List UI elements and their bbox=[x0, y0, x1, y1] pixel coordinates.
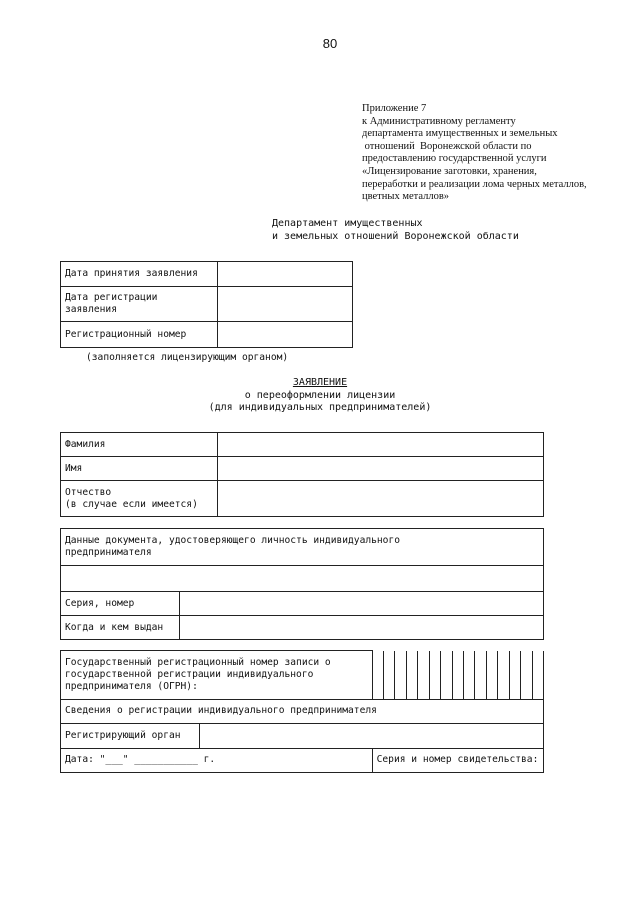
registration-number-field[interactable] bbox=[218, 322, 353, 348]
ogrn-label: Государственный регистрационный номер записи о государственной регистрации индивидуального предпринимателя (ОГРН): bbox=[61, 651, 373, 700]
registration-date-label: Дата регистрации заявления bbox=[61, 287, 218, 322]
registering-authority-label: Регистрирующий орган bbox=[61, 723, 200, 748]
appendix-line: отношений Воронежской области по bbox=[362, 140, 532, 152]
registry-note: (заполняется лицензирующим органом) bbox=[86, 352, 289, 363]
ogrn-digit-box[interactable] bbox=[394, 651, 405, 699]
surname-field[interactable] bbox=[218, 433, 544, 457]
appendix-line: цветных металлов» bbox=[362, 191, 450, 203]
department-line: Департамент имущественных bbox=[272, 218, 423, 229]
issued-by-label: Когда и кем выдан bbox=[61, 616, 180, 640]
appendix-line: переработки и реализации лома черных металлов, bbox=[362, 178, 587, 190]
appendix-line: «Лицензирование заготовки, хранения, bbox=[362, 165, 537, 177]
document-title bbox=[150, 377, 490, 415]
page-number: 80 bbox=[322, 36, 338, 51]
ogrn-digit-box[interactable] bbox=[486, 651, 497, 699]
ogrn-digit-box[interactable] bbox=[429, 651, 440, 699]
surname-label: Фамилия bbox=[61, 433, 218, 457]
title-subject: о переоформлении лицензии bbox=[244, 389, 396, 401]
series-number-label: Серия, номер bbox=[61, 592, 180, 616]
patronymic-label: Отчество (в случае если имеется) bbox=[61, 481, 218, 517]
accept-date-label: Дата принятия заявления bbox=[61, 262, 218, 287]
department-name bbox=[272, 217, 519, 243]
registration-table bbox=[60, 650, 544, 773]
issued-by-field[interactable] bbox=[180, 616, 544, 640]
registry-table bbox=[60, 261, 353, 348]
registration-number-label: Регистрационный номер bbox=[61, 322, 218, 348]
ogrn-digit-box[interactable] bbox=[417, 651, 428, 699]
title-scope: (для индивидуальных предпринимателей) bbox=[208, 402, 432, 413]
first-name-label: Имя bbox=[61, 457, 218, 481]
ogrn-digit-box[interactable] bbox=[497, 651, 508, 699]
registration-info-header: Сведения о регистрации индивидуального предпринимателя bbox=[61, 699, 544, 723]
department-line: и земельных отношений Воронежской области bbox=[272, 231, 519, 242]
appendix-line: предоставлению государственной услуги bbox=[362, 153, 547, 165]
appendix-header bbox=[362, 103, 612, 204]
identity-document-header: Данные документа, удостоверяющего личность индивидуального предпринимателя bbox=[61, 529, 544, 566]
registration-date-line[interactable]: Дата: "___" ___________ г. bbox=[61, 748, 373, 772]
ogrn-input-grid[interactable] bbox=[372, 651, 543, 700]
ogrn-digit-box[interactable] bbox=[406, 651, 417, 699]
ogrn-digit-box[interactable] bbox=[373, 651, 383, 699]
identity-document-field[interactable] bbox=[61, 566, 544, 592]
ogrn-digit-box[interactable] bbox=[520, 651, 531, 699]
ogrn-digit-box[interactable] bbox=[463, 651, 474, 699]
registration-date-field[interactable] bbox=[218, 287, 353, 322]
patronymic-field[interactable] bbox=[218, 481, 544, 517]
ogrn-digit-box[interactable] bbox=[440, 651, 451, 699]
registering-authority-field[interactable] bbox=[200, 723, 544, 748]
person-table bbox=[60, 432, 544, 517]
appendix-line: департамента имущественных и земельных bbox=[362, 128, 558, 140]
ogrn-digit-box[interactable] bbox=[383, 651, 394, 699]
appendix-line: Приложение 7 bbox=[362, 103, 427, 114]
accept-date-field[interactable] bbox=[218, 262, 353, 287]
ogrn-digit-box[interactable] bbox=[509, 651, 520, 699]
ogrn-digit-box[interactable] bbox=[532, 651, 543, 699]
ogrn-digit-box[interactable] bbox=[474, 651, 485, 699]
first-name-field[interactable] bbox=[218, 457, 544, 481]
series-number-field[interactable] bbox=[180, 592, 544, 616]
ogrn-digit-box[interactable] bbox=[452, 651, 463, 699]
identity-document-table bbox=[60, 528, 544, 640]
appendix-line: к Административному регламенту bbox=[362, 115, 516, 127]
title-main: ЗАЯВЛЕНИЕ bbox=[292, 377, 348, 388]
certificate-number-label: Серия и номер свидетельства: bbox=[372, 748, 543, 772]
